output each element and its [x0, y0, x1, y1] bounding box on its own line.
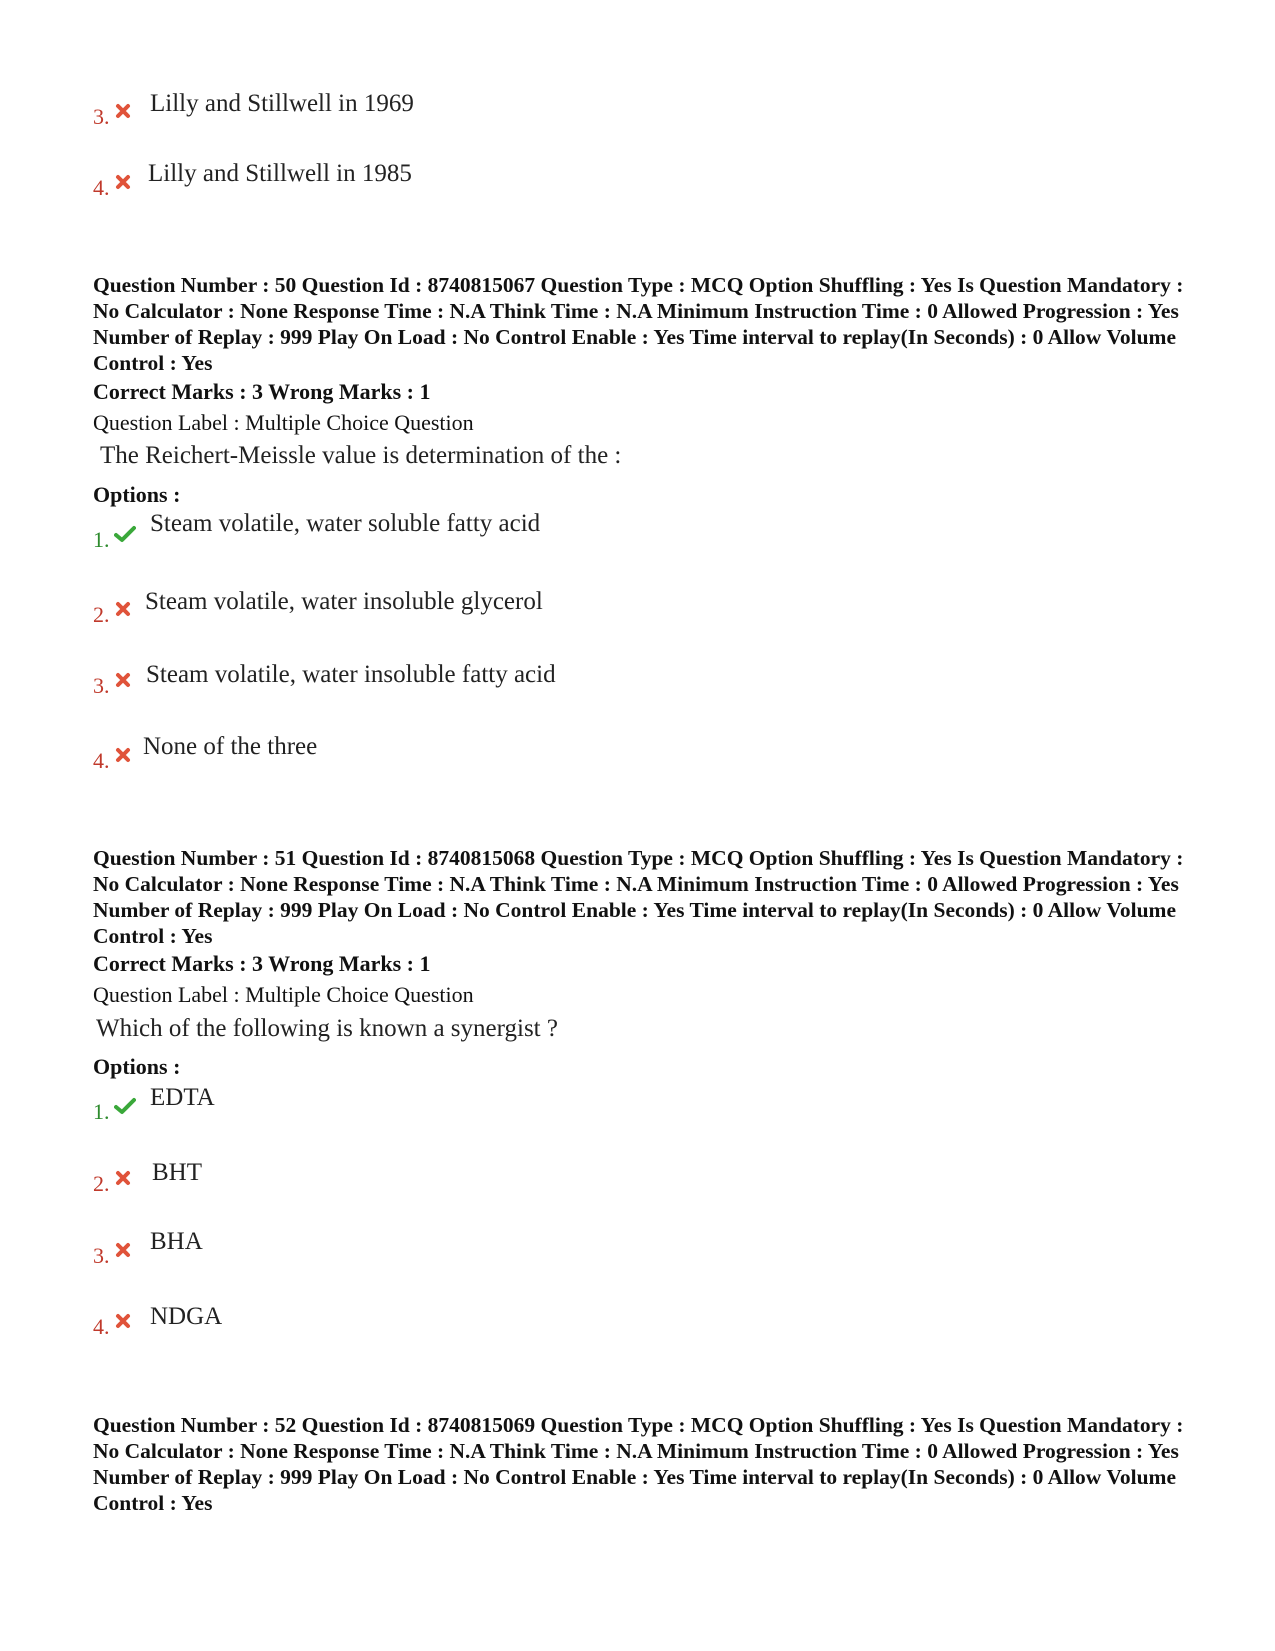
question-label: Question Label : Multiple Choice Question — [93, 410, 474, 435]
question-text: The Reichert-Meissle value is determination of the : — [100, 442, 622, 469]
wrong-icon — [114, 173, 132, 191]
option-text: BHT — [152, 1159, 202, 1186]
wrong-icon — [114, 746, 132, 764]
wrong-icon — [114, 1312, 132, 1330]
option-number: 2. — [93, 1171, 110, 1196]
option-number: 3. — [93, 1243, 110, 1268]
option-text: Steam volatile, water soluble fatty acid — [150, 510, 541, 537]
option-number: 1. — [93, 527, 110, 552]
wrong-icon — [114, 671, 132, 689]
correct-icon — [114, 1097, 136, 1115]
option-number: 4. — [93, 748, 110, 773]
option-text: Steam volatile, water insoluble fatty acid — [146, 661, 556, 688]
option-number: 3. — [93, 673, 110, 698]
question-meta: Question Number : 52 Question Id : 8740815069 Question Type : MCQ Option Shuffling : Yes Is Question Mandatory : No Calculator : None Response Time : N.A Think Time : N.A Minimum Instruction Time : 0 Allowed Progression : Yes Number of Replay : 999 Play On Load : No Control Enable : Yes Time interval to replay(In Seconds) : 0 Allow Volume Control : Yes — [93, 1413, 1184, 1515]
option-text: None of the three — [143, 733, 318, 760]
option-text: Lilly and Stillwell in 1985 — [148, 160, 412, 187]
option-number: 2. — [93, 602, 110, 627]
wrong-icon — [114, 1169, 132, 1187]
option-text: EDTA — [150, 1084, 215, 1111]
option-number: 3. — [93, 104, 110, 129]
option-number: 4. — [93, 175, 110, 200]
wrong-icon — [114, 600, 132, 618]
question-marks: Correct Marks : 3 Wrong Marks : 1 — [93, 951, 431, 976]
correct-icon — [114, 525, 136, 543]
options-heading: Options : — [93, 1054, 181, 1079]
wrong-icon — [114, 1241, 132, 1259]
question-marks: Correct Marks : 3 Wrong Marks : 1 — [93, 379, 431, 404]
wrong-icon — [114, 102, 132, 120]
question-text: Which of the following is known a synergist ? — [96, 1015, 558, 1042]
question-label: Question Label : Multiple Choice Question — [93, 982, 474, 1007]
options-heading: Options : — [93, 482, 181, 507]
option-text: BHA — [150, 1228, 203, 1255]
question-meta: Question Number : 51 Question Id : 8740815068 Question Type : MCQ Option Shuffling : Yes Is Question Mandatory : No Calculator : None Response Time : N.A Think Time : N.A Minimum Instruction Time : 0 Allowed Progression : Yes Number of Replay : 999 Play On Load : No Control Enable : Yes Time interval to replay(In Seconds) : 0 Allow Volume Control : Yes — [93, 846, 1184, 948]
option-number: 1. — [93, 1099, 110, 1124]
option-text: Lilly and Stillwell in 1969 — [150, 90, 414, 117]
option-text: NDGA — [150, 1303, 223, 1330]
option-number: 4. — [93, 1314, 110, 1339]
option-text: Steam volatile, water insoluble glycerol — [145, 588, 543, 615]
question-meta: Question Number : 50 Question Id : 8740815067 Question Type : MCQ Option Shuffling : Yes Is Question Mandatory : No Calculator : None Response Time : N.A Think Time : N.A Minimum Instruction Time : 0 Allowed Progression : Yes Number of Replay : 999 Play On Load : No Control Enable : Yes Time interval to replay(In Seconds) : 0 Allow Volume Control : Yes — [93, 273, 1184, 375]
